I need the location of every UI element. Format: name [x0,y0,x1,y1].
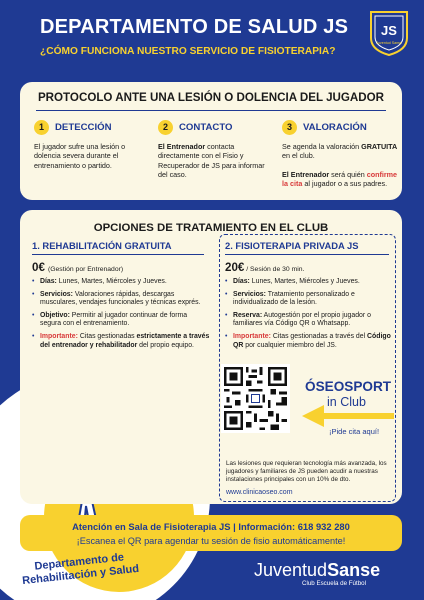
option-title: 1. REHABILITACIÓN GRATUITA [32,240,172,251]
list-item: • Días: Lunes, Martes, Miércoles y Jueves. [32,278,210,287]
step-title: DETECCIÓN [55,122,112,133]
arrow-left-icon [300,404,396,428]
footer-brand-subtitle: Club Escuela de Fútbol [302,580,366,587]
header [0,0,424,80]
option-price: 0€ (Gestión por Entrenador) [32,261,124,274]
list-item: • Importante: Citas gestionadas a través del Código QR por cualquier miembro del JS. [225,333,395,350]
step-text: El Entrenador contacta directamente con el Fisio y Recuperador de JS para informar del caso. [158,142,265,180]
list-item: • Reserva: Autogestión por el propio jugador o familiares vía Código QR o Whatsapp. [225,312,395,329]
step-text: El jugador sufre una lesión o dolencia severa durante el entrenamiento o partido. [34,142,126,170]
list-item: • Servicios: Tratamiento personalizado e individualizado de la lesión. [225,291,395,308]
options-title: OPCIONES DE TRATAMIENTO EN EL CLUB [93,222,329,234]
option-title: 2. FISIOTERAPIA PRIVADA JS [225,240,359,251]
option-price: 20€ / Sesión de 30 min. [225,261,305,274]
club-shield-logo [368,8,410,56]
department-stamp-text: Departamento de Rehabilitación y Salud [21,551,140,588]
step-text: Se agenda la valoración GRATUITA en el club. [282,142,398,161]
divider [225,254,389,255]
protocol-card [20,82,402,200]
attention-line-2: ¡Escanea el QR para agendar tu sesión de fisio automáticamente! [76,536,346,546]
page-title: DEPARTAMENTO DE SALUD JS [40,16,349,38]
qr-code-icon[interactable] [221,364,290,433]
attention-banner [20,515,402,551]
divider [32,254,204,255]
svg-text:JS: JS [381,23,397,38]
svg-text:Juventud Sanse: Juventud Sanse [376,41,402,45]
list-item: • Objetivo: Permitir al jugador continuar de forma segura con el entrenamiento. [32,312,210,329]
oseosport-subtitle: in Club [327,395,366,409]
attention-line-1: Atención en Sala de Fisioterapia JS | Información: 618 932 280 [72,521,350,532]
option-free-rehab [32,240,210,406]
protocol-title: PROTOCOLO ANTE UNA LESIÓN O DOLENCIA DEL JUGADOR [37,91,385,104]
website-link[interactable]: www.clinicaoseo.com [226,489,293,496]
step-title: CONTACTO [179,122,233,133]
divider [36,110,386,111]
list-item: • Días: Lunes, Martes, Miércoles y Jueves. [225,278,395,287]
list-item: • Importante: Citas gestionadas estrictamente a través del entrenador y rehabilitador del propio equipo. [32,333,210,350]
step-number: 1 [34,120,49,135]
step-number: 3 [282,120,297,135]
oseosport-brand: ÓSEOSPORT [305,379,392,394]
list-item: • Servicios: Valoraciones rápidas, descargas musculares, vendajes funcionales y técnicas exprés. [32,291,210,308]
step-text-2: El Entrenador será quién confirme la cita al jugador o a sus padres. [282,170,398,189]
page-subtitle: ¿CÓMO FUNCIONA NUESTRO SERVICIO DE FISIOTERAPIA? [40,46,336,57]
footer-brand: JuventudSanse [254,560,381,580]
discount-note: Las lesiones que requieran tecnología más avanzada, los jugadores y familiares de JS pueden acudir a nuestras instalaciones principales con un 10% de dto. [226,460,387,483]
step-number: 2 [158,120,173,135]
step-title: VALORACIÓN [303,122,367,133]
book-appointment-link[interactable]: ¡Pide cita aquí! [329,427,380,436]
